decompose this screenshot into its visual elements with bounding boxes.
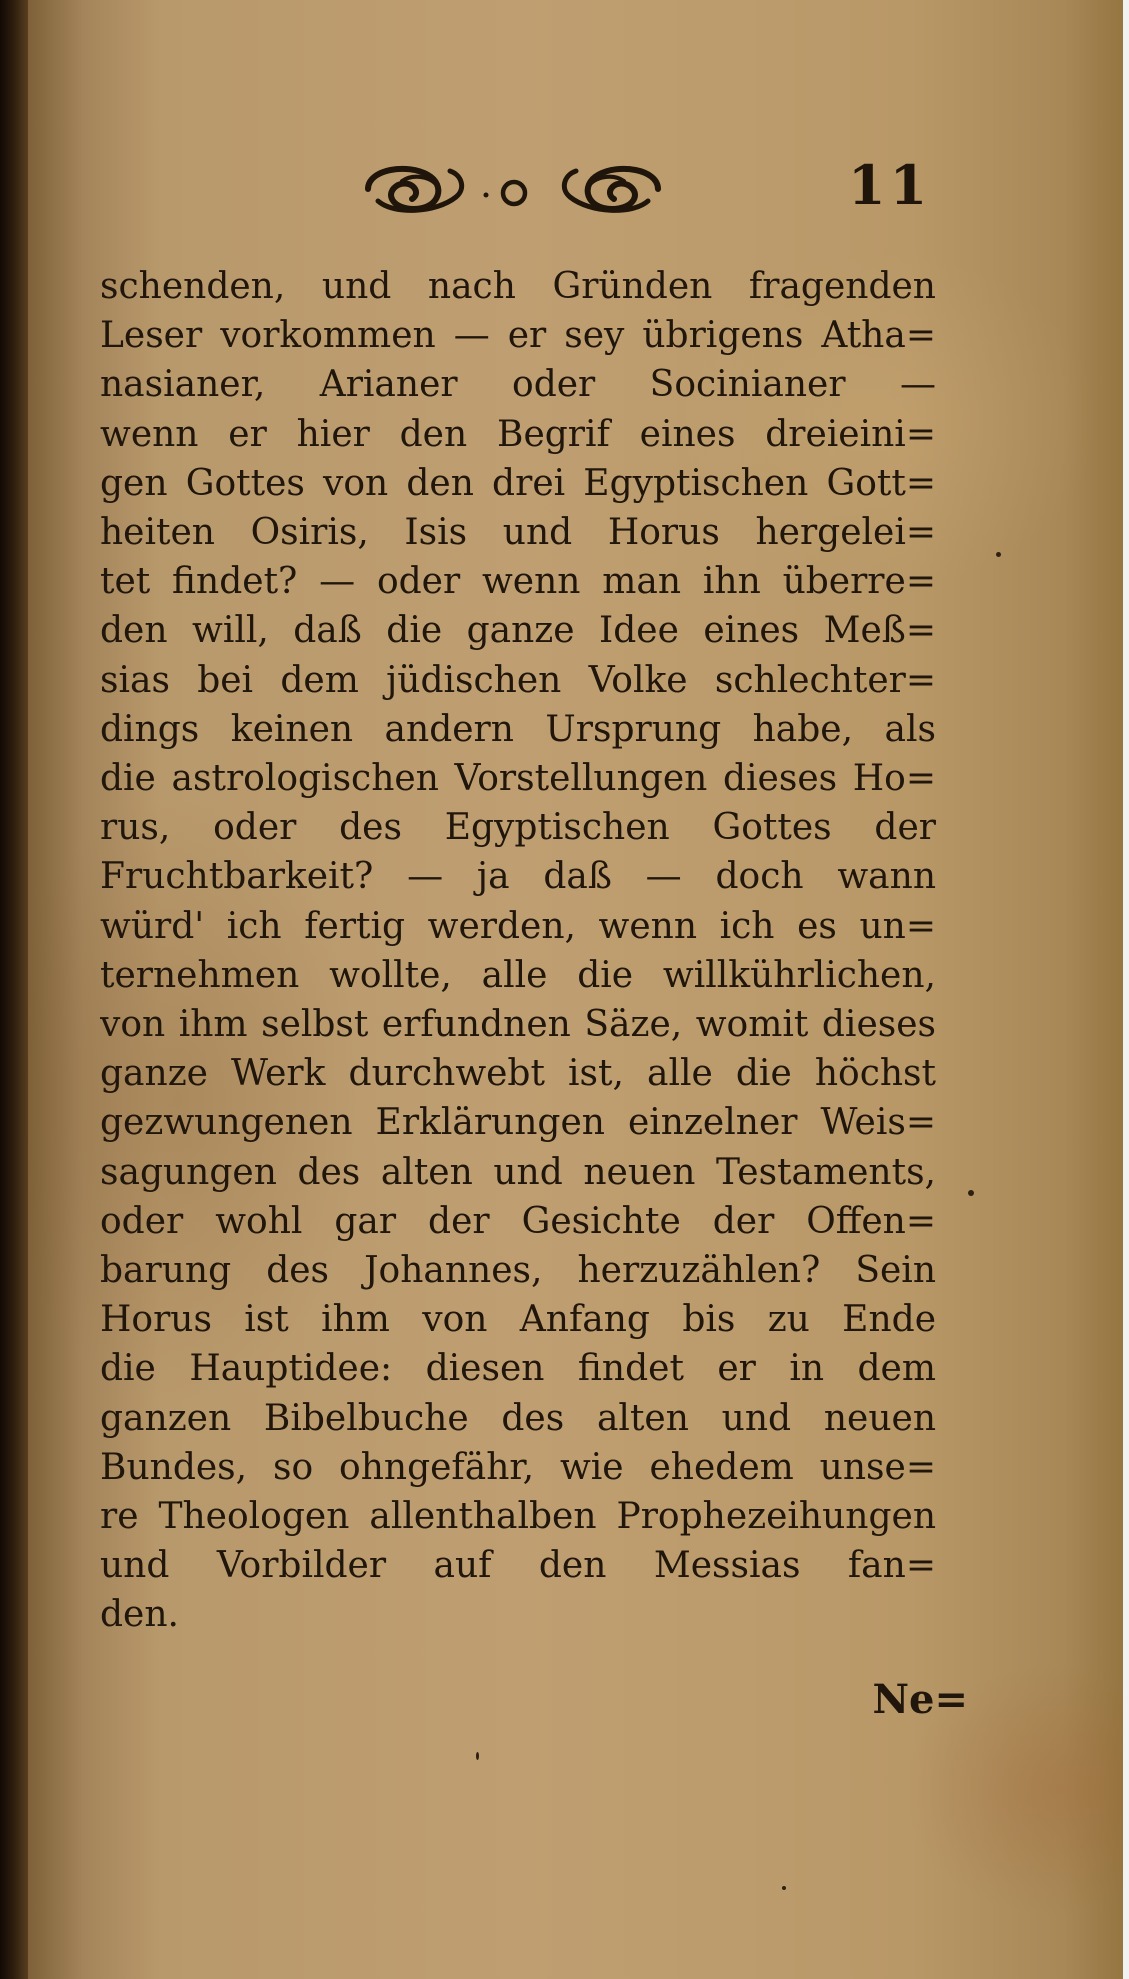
text-line: sagungen des alten und neuen Testaments,: [100, 1151, 936, 1193]
header-ornament-icon: [350, 151, 680, 223]
text-line: wenn er hier den Begrif eines dreieini=: [100, 413, 936, 455]
text-line: rus, oder des Egyptischen Gottes der: [100, 807, 936, 849]
text-line: oder wohl gar der Gesichte der Offen=: [100, 1200, 936, 1242]
text-line: die Hauptidee: diesen findet er in dem: [100, 1348, 936, 1390]
text-line: würd' ich fertig werden, wenn ich es un=: [100, 905, 936, 947]
text-line: nasianer, Arianer oder Socinianer —: [100, 364, 936, 406]
text-line: ternehmen wollte, alle die willkührlichen,: [100, 954, 936, 996]
text-line: Fruchtbarkeit? — ja daß — doch wann: [100, 856, 936, 898]
text-line: tet findet? — oder wenn man ihn überre=: [100, 561, 936, 603]
page-number: 11: [848, 153, 932, 217]
paper-speck: [476, 1752, 479, 1760]
book-spine: [0, 0, 30, 1979]
text-line: re Theologen allenthalben Prophezeihungen: [100, 1496, 936, 1538]
text-line: ganze Werk durchwebt ist, alle die höchst: [100, 1053, 936, 1095]
text-line: den will, daß die ganze Idee eines Meß=: [100, 610, 936, 652]
text-line: die astrologischen Vorstellungen dieses Ho=: [100, 758, 936, 800]
paper-speck: [782, 1886, 786, 1890]
text-line: Horus ist ihm von Anfang bis zu Ende: [100, 1299, 936, 1341]
text-line: gen Gottes von den drei Egyptischen Gott=: [100, 462, 936, 504]
text-line: und Vorbilder auf den Messias fan=: [100, 1545, 936, 1587]
text-line: ganzen Bibelbuche des alten und neuen: [100, 1397, 936, 1439]
text-line: sias bei dem jüdischen Volke schlechter=: [100, 659, 936, 701]
text-line: schenden, und nach Gründen fragenden: [100, 266, 936, 307]
text-line: Bundes, so ohngefähr, wie ehedem unse=: [100, 1446, 936, 1488]
text-line: Leser vorkommen — er sey übrigens Atha=: [100, 315, 936, 357]
catchword: Ne=: [872, 1676, 968, 1723]
text-line: von ihm selbst erfundnen Säze, womit dieses: [100, 1004, 936, 1046]
body-text: [100, 262, 936, 1640]
text-line: den.: [100, 1594, 179, 1636]
page-edge: [1123, 0, 1129, 1979]
paper-speck: [968, 1190, 974, 1196]
text-line: dings keinen andern Ursprung habe, als: [100, 708, 936, 750]
paper-speck: [996, 552, 1001, 557]
text-line: heiten Osiris, Isis und Horus hergelei=: [100, 512, 936, 554]
page-paper: [28, 0, 1129, 1979]
text-line: barung des Johannes, herzuzählen? Sein: [100, 1250, 936, 1292]
text-line: gezwungenen Erklärungen einzelner Weis=: [100, 1102, 936, 1144]
